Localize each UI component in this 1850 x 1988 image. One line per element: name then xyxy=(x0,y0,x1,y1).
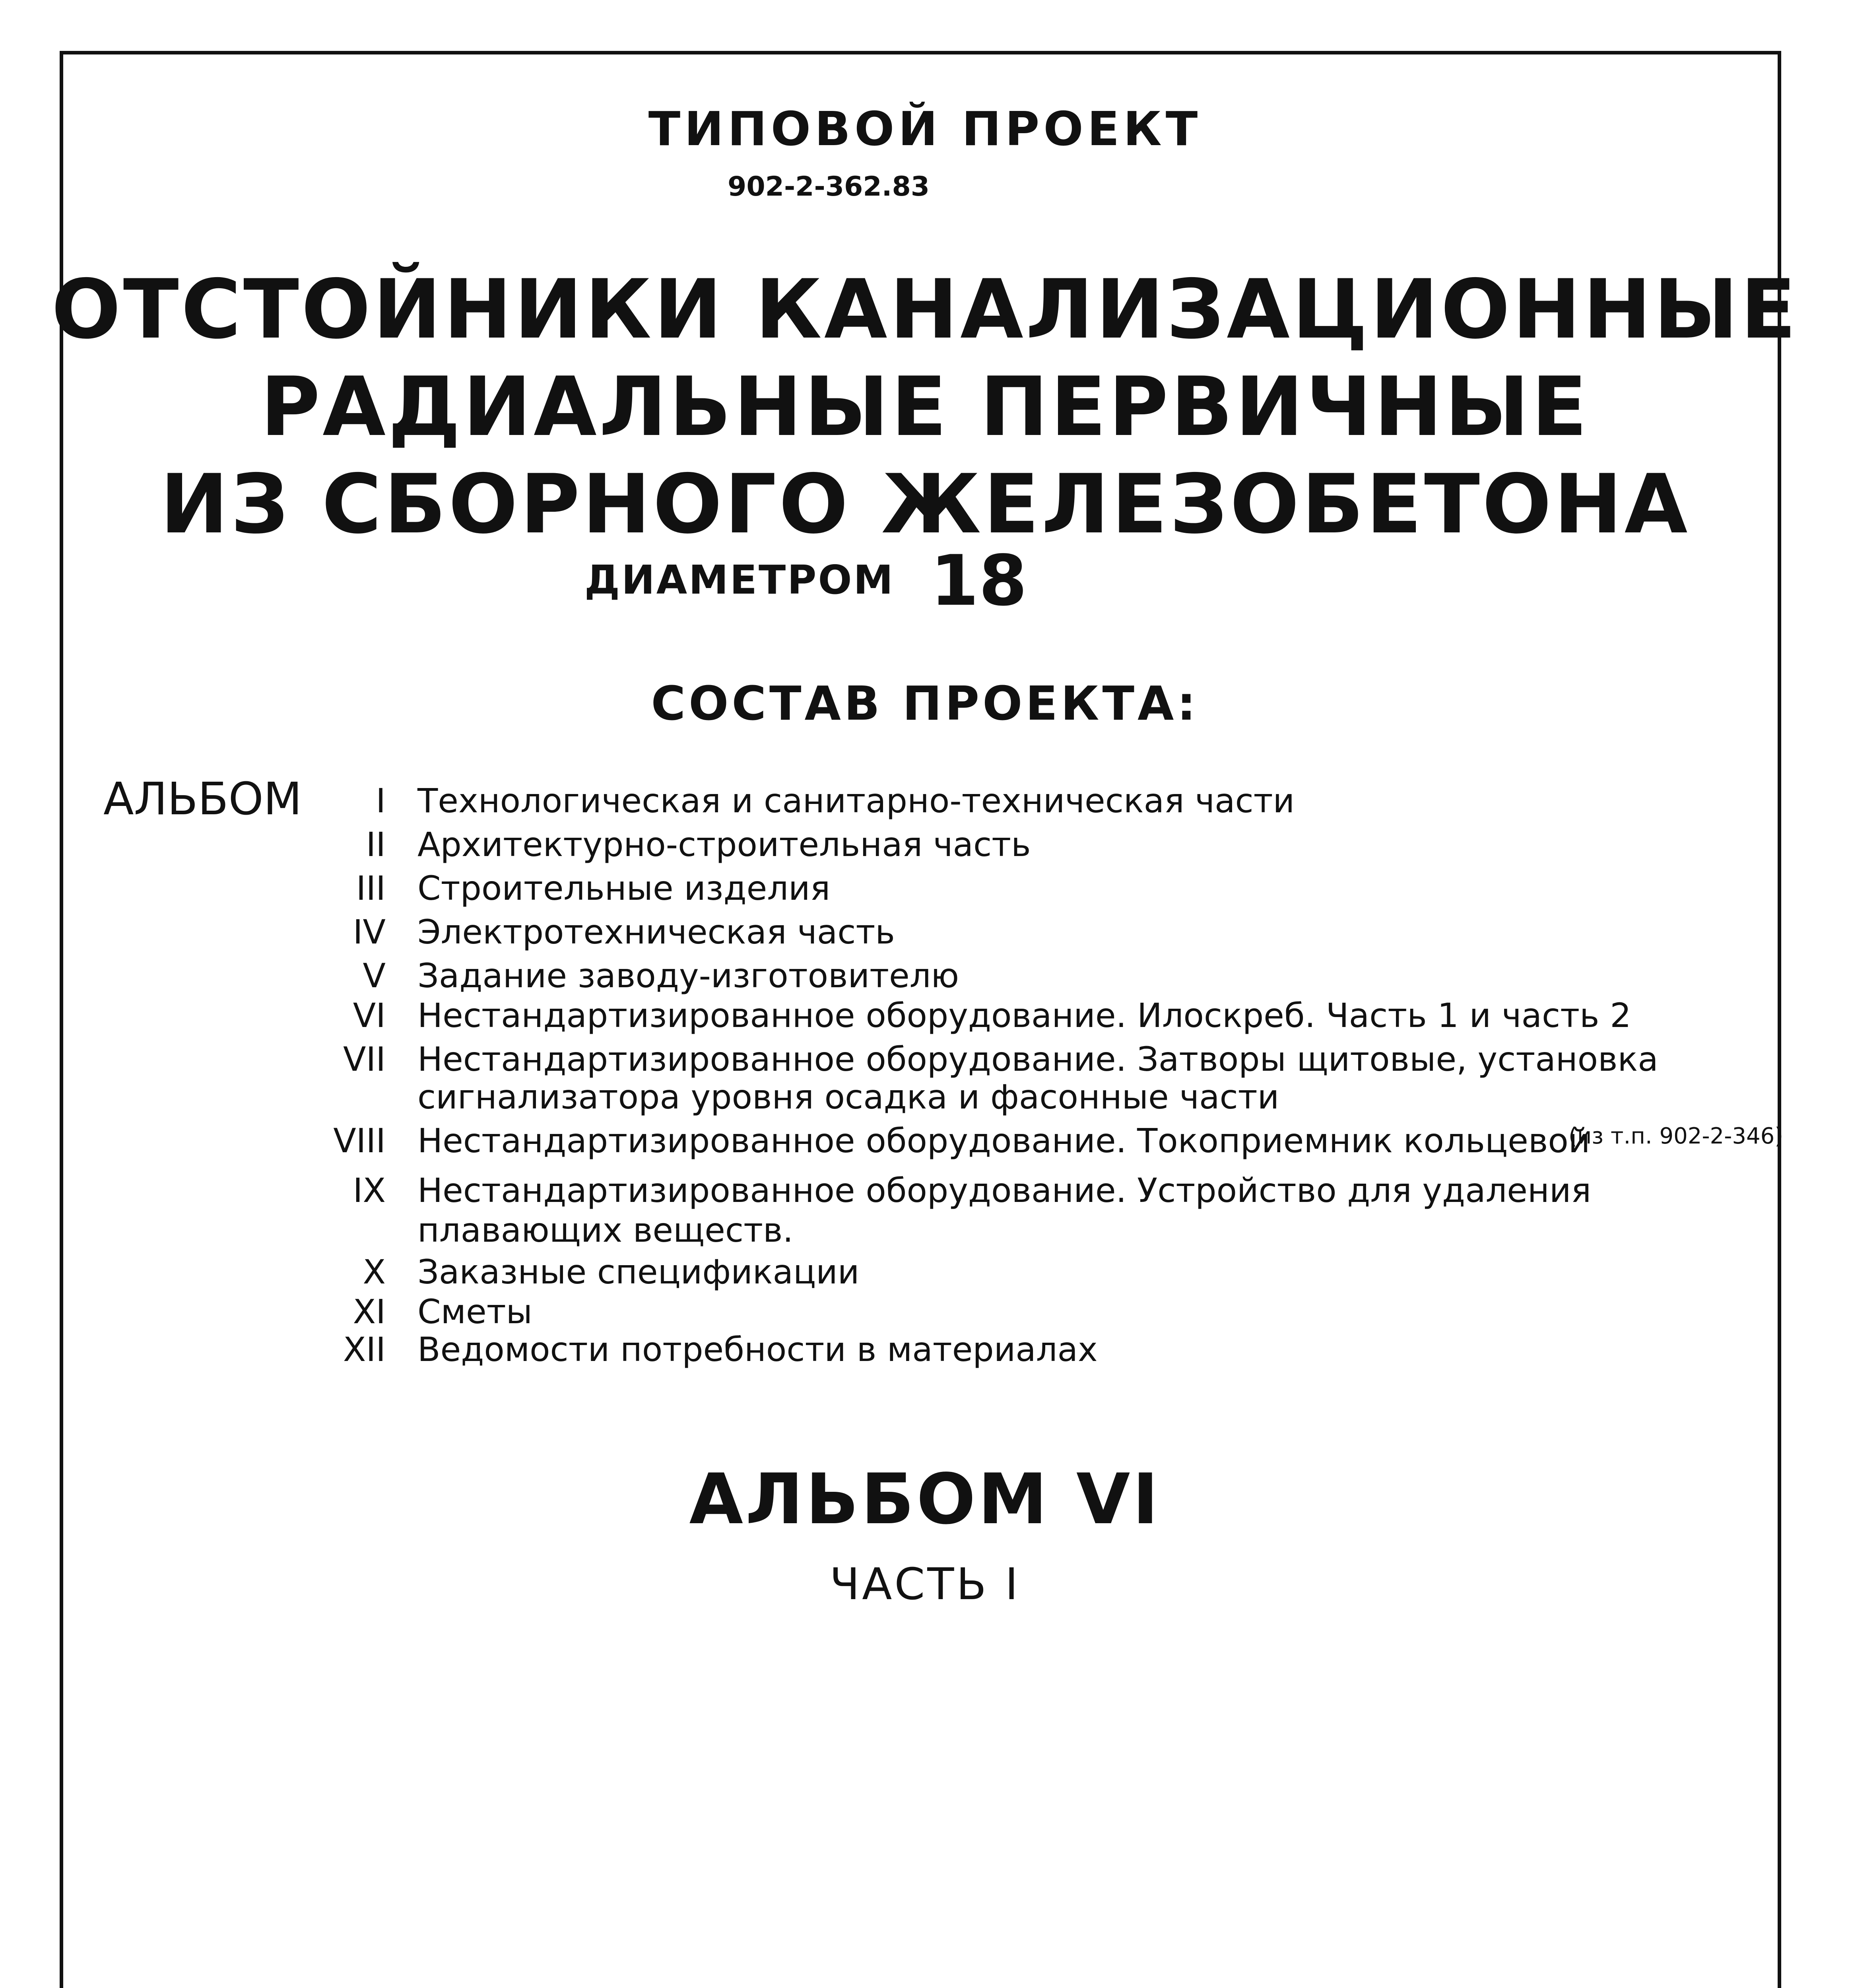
album-item-text: Нестандартизированное оборудование. Затворы щитовые, установка xyxy=(417,1040,1658,1079)
album-num: XI xyxy=(353,1292,386,1331)
diameter-value: 18 xyxy=(930,541,1027,621)
composition-heading: СОСТАВ ПРОЕКТА: xyxy=(651,676,1199,731)
diameter-label: ДИАМЕТРОМ xyxy=(584,557,895,603)
project-number: 902-2-362.83 xyxy=(728,171,930,202)
album-num: VI xyxy=(353,996,386,1035)
album-num: X xyxy=(363,1252,386,1291)
album-item-text-cont: плавающих веществ. xyxy=(417,1211,794,1250)
title-line-1: ОТСТОЙНИКИ КАНАЛИЗАЦИОННЫЕ xyxy=(51,262,1799,357)
album-num: I xyxy=(376,781,386,820)
title-line-3: ИЗ СБОРНОГО ЖЕЛЕЗОБЕТОНА xyxy=(160,457,1690,552)
album-num: III xyxy=(356,869,386,908)
album-num: II xyxy=(366,825,386,864)
album-item-note: (из т.п. 902-2-346) xyxy=(1569,1123,1784,1149)
album-item-text: Ведомости потребности в материалах xyxy=(417,1330,1098,1369)
album-title: АЛЬБОМ VI xyxy=(689,1459,1161,1540)
album-item-text-cont: сигнализатора уровня осадка и фасонные части xyxy=(417,1077,1279,1116)
album-item-text: Заказные спецификации xyxy=(417,1252,860,1291)
album-num: IX xyxy=(353,1171,386,1210)
album-item-text: Электротехническая часть xyxy=(417,912,895,951)
album-item-text: Строительные изделия xyxy=(417,869,831,908)
album-item-text: Сметы xyxy=(417,1292,532,1331)
album-item-text: Нестандартизированное оборудование. Токоприемник кольцевой xyxy=(417,1121,1590,1160)
album-item-text: Архитектурно-строительная часть xyxy=(417,825,1031,864)
album-item-text: Задание заводу-изготовителю xyxy=(417,956,959,995)
album-part: ЧАСТЬ I xyxy=(829,1559,1021,1609)
album-num: VIII xyxy=(333,1121,386,1160)
project-type: ТИПОВОЙ ПРОЕКТ xyxy=(648,101,1202,156)
album-item-text: Технологическая и санитарно-техническая части xyxy=(417,781,1295,820)
album-word: АЛЬБОМ xyxy=(103,773,302,825)
album-num: IV xyxy=(353,912,386,951)
album-item-text: Нестандартизированное оборудование. Илоскреб. Часть 1 и часть 2 xyxy=(417,996,1631,1035)
title-line-2: РАДИАЛЬНЫЕ ПЕРВИЧНЫЕ xyxy=(260,360,1590,454)
album-num: XII xyxy=(343,1330,386,1369)
album-item-text: Нестандартизированное оборудование. Устройство для удаления xyxy=(417,1171,1591,1210)
album-num: V xyxy=(363,956,386,995)
album-num: VII xyxy=(343,1040,386,1079)
